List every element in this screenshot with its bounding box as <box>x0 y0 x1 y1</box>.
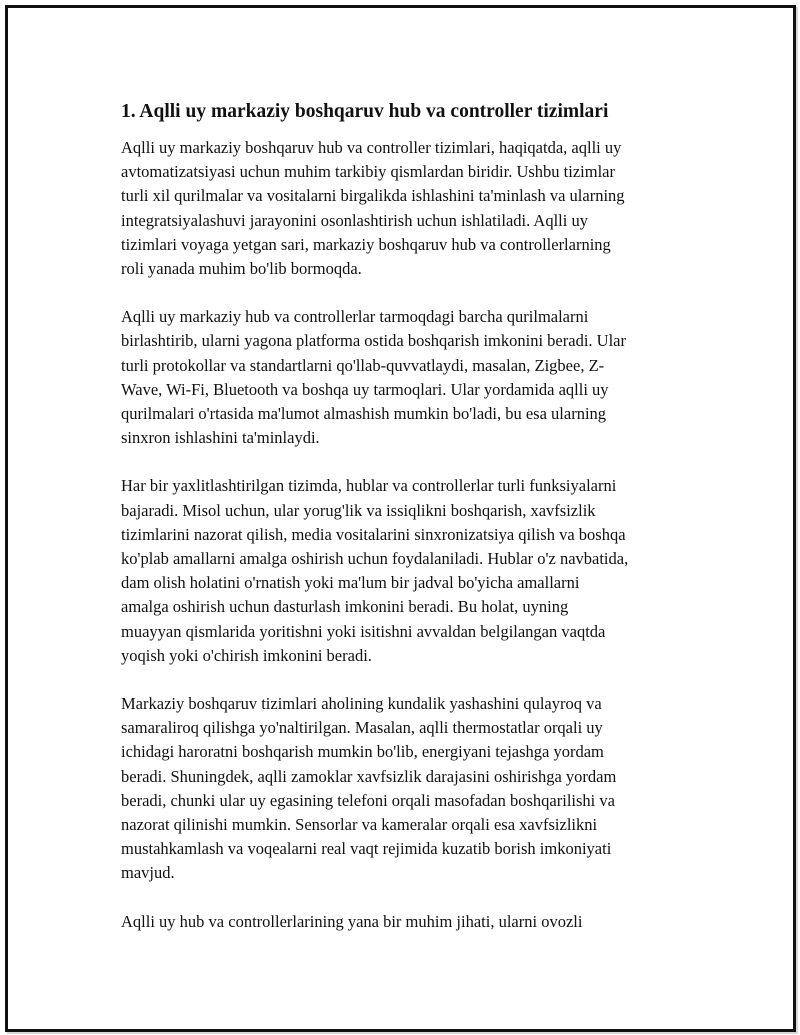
paragraph-line: turli protokollar va standartlarni qo'llab-quvvatlaydi, masalan, Zigbee, Z- <box>121 355 605 375</box>
paragraph-line: Markaziy boshqaruv tizimlari aholining kundalik yashashini qulayroq va <box>121 694 602 714</box>
paragraph-line: Aqlli uy hub va controllerlarining yana bir muhim jihati, ularni ovozli <box>121 911 583 931</box>
paragraph-line: Har bir yaxlitlashtirilgan tizimda, hublar va controllerlar turli funksiyalarni <box>121 476 617 496</box>
paragraph-line: turli xil qurilmalar va vositalarni birgalikda ishlashini ta'minlash va ularning <box>121 186 625 206</box>
paragraph-line: mustahkamlash va voqealarni real vaqt rejimida kuzatib borish imkoniyati <box>121 839 612 859</box>
document-page <box>5 5 796 1032</box>
paragraph-line: avtomatizatsiyasi uchun muhim tarkibiy qismlardan biridir. Ushbu tizimlar <box>121 162 615 182</box>
paragraph-1 <box>121 136 696 281</box>
paragraph-line: samaraliroq qilishga yo'naltirilgan. Masalan, aqlli thermostatlar orqali uy <box>121 718 603 738</box>
paragraph-3 <box>121 474 696 668</box>
paragraph-line: bajaradi. Misol uchun, ular yorug'lik va issiqlikni boshqarish, xavfsizlik <box>121 500 596 520</box>
paragraph-5 <box>121 910 696 934</box>
paragraph-line: beradi. Shuningdek, aqlli zamoklar xavfsizlik darajasini oshirishga yordam <box>121 766 617 786</box>
paragraph-line: dam olish holatini o'rnatish yoki ma'lum bir jadval bo'yicha amallarni <box>121 573 580 593</box>
paragraph-line: mavjud. <box>121 863 175 883</box>
paragraph-line: tizimlarini nazorat qilish, media vositalarini sinxronizatsiya qilish va boshqa <box>121 524 626 544</box>
paragraph-line: tizimlari voyaga yetgan sari, markaziy boshqaruv hub va controllerlarning <box>121 234 611 254</box>
paragraph-line: ko'plab amallarni amalga oshirish uchun foydalaniladi. Hublar o'z navbatida, <box>121 549 629 569</box>
paragraph-line: amalga oshirish uchun dasturlash imkonini beradi. Bu holat, uyning <box>121 597 569 617</box>
paragraph-4 <box>121 692 696 886</box>
paragraph-line: roli yanada muhim bo'lib bormoqda. <box>121 259 362 279</box>
paragraph-line: beradi, chunki ular uy egasining telefoni orqali masofadan boshqarilishi va <box>121 790 615 810</box>
paragraph-line: nazorat qilinishi mumkin. Sensorlar va kameralar orqali esa xavfsizlikni <box>121 815 598 835</box>
paragraph-line: integratsiyalashuvi jarayonini osonlashtirish uchun ishlatiladi. Aqlli uy <box>121 210 588 230</box>
paragraph-line: yoqish yoki o'chirish imkonini beradi. <box>121 645 372 665</box>
paragraph-line: qurilmalari o'rtasida ma'lumot almashish mumkin bo'ladi, bu esa ularning <box>121 404 607 424</box>
paragraph-2 <box>121 305 696 450</box>
paragraph-line: ichidagi haroratni boshqarish mumkin bo'lib, energiyani tejashga yordam <box>121 742 604 762</box>
paragraph-line: Aqlli uy markaziy boshqaruv hub va controller tizimlari, haqiqatda, aqlli uy <box>121 138 622 157</box>
document-content <box>121 100 696 958</box>
paragraph-line: sinxron ishlashini ta'minlaydi. <box>121 428 320 448</box>
paragraph-line: Aqlli uy markaziy hub va controllerlar tarmoqdagi barcha qurilmalarni <box>121 307 589 327</box>
paragraph-line: birlashtirib, ularni yagona platforma ostida boshqarish imkonini beradi. Ular <box>121 331 626 351</box>
section-title: 1. Aqlli uy markaziy boshqaruv hub va controller tizimlari <box>121 101 609 122</box>
paragraph-line: Wave, Wi-Fi, Bluetooth va boshqa uy tarmoqlari. Ular yordamida aqlli uy <box>121 379 609 399</box>
paragraph-line: muayyan qismlarida yoritishni yoki isitishni avvaldan belgilangan vaqtda <box>121 621 606 641</box>
